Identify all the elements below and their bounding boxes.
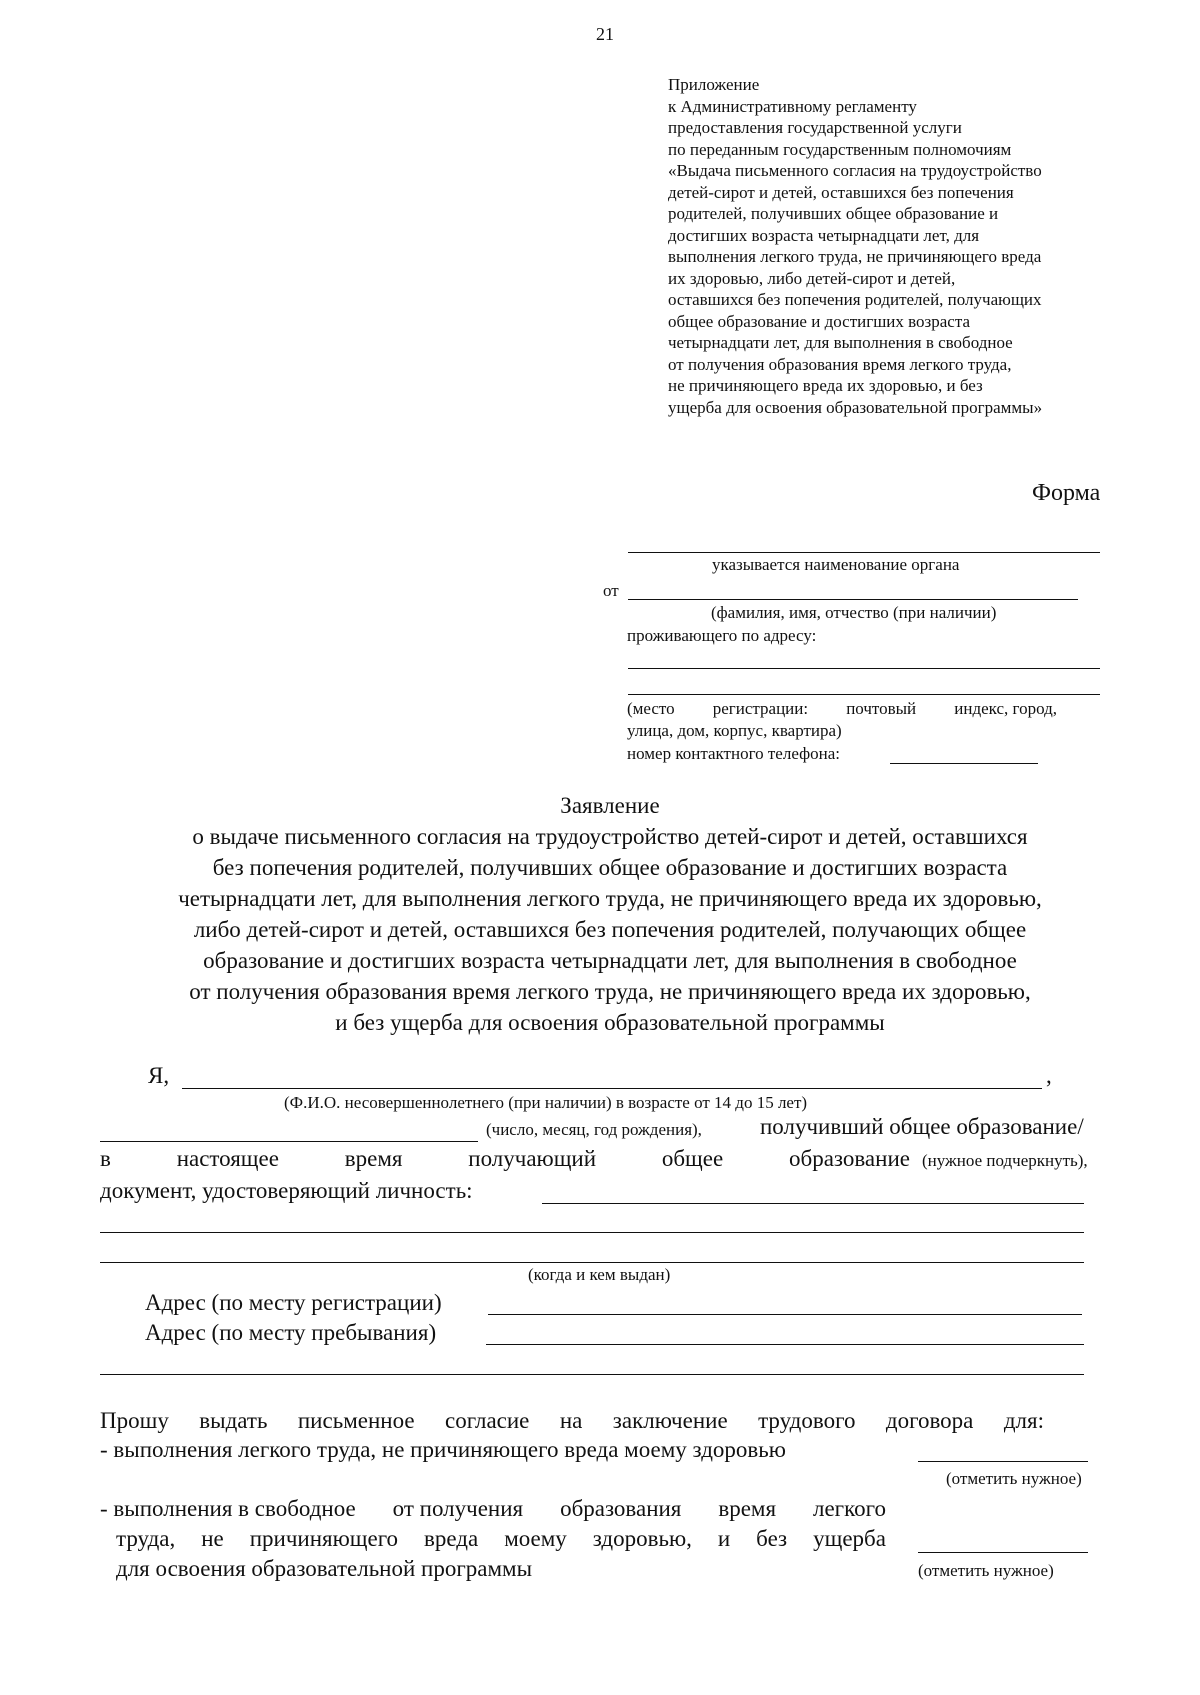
appendix-line: по переданным государственным полномочиям: [668, 139, 1012, 159]
id-doc-line-3[interactable]: [100, 1262, 1084, 1263]
title-line: образование и достигших возраста четырнадцати лет, для выполнения в свободное: [203, 948, 1017, 973]
option-2-word: вреда: [424, 1526, 479, 1551]
appendix-line: детей-сирот и детей, оставшихся без попечения: [668, 182, 1014, 202]
option-2-word: время: [718, 1496, 777, 1521]
request-intro-word: согласие: [445, 1408, 530, 1433]
address-extra-line[interactable]: [100, 1374, 1084, 1375]
phone-label: номер контактного телефона:: [627, 744, 840, 763]
option-2-word: без: [756, 1526, 788, 1551]
request-intro-word: заключение: [612, 1408, 728, 1433]
address-label: проживающего по адресу:: [627, 626, 817, 645]
option-2-word: труда,: [116, 1526, 176, 1551]
id-doc-line-2[interactable]: [100, 1232, 1084, 1233]
appendix-line: предоставления государственной услуги: [668, 118, 962, 137]
option-2-word: легкого: [812, 1496, 886, 1521]
appendix-line: четырнадцати лет, для выполнения в свободное: [668, 333, 1013, 352]
appendix-line: «Выдача письменного согласия на трудоустройство: [668, 161, 1042, 180]
appendix-line: их здоровью, либо детей-сирот и детей,: [668, 268, 956, 288]
title-line: либо детей-сирот и детей, оставшихся без попечения родителей, получающих общее: [193, 917, 1027, 942]
received-education: получивший общее образование/: [760, 1114, 1084, 1139]
form-label: Форма: [1032, 480, 1101, 506]
option-2-word: моему: [504, 1526, 567, 1551]
appendix-line: выполнения легкого труда, не причиняющего вреда: [668, 247, 1042, 266]
birth-date-line[interactable]: [100, 1141, 478, 1142]
address-registration-label: Адрес (по месту регистрации): [145, 1290, 442, 1315]
birth-hint: (число, месяц, год рождения),: [486, 1120, 702, 1139]
appendix-block: [668, 74, 1128, 418]
organ-name-line[interactable]: [628, 552, 1100, 553]
request-intro-word: Прошу: [100, 1408, 169, 1433]
option-2-word: не: [201, 1526, 224, 1551]
option-2-line3: для освоения образовательной программы: [116, 1556, 533, 1581]
option-2-word: образования: [560, 1496, 682, 1521]
fio-hint: (фамилия, имя, отчество (при наличии): [711, 603, 997, 622]
i-label: Я,: [148, 1063, 170, 1088]
issued-hint: (когда и кем выдан): [528, 1265, 671, 1284]
appendix-line: оставшихся без попечения родителей, получающих: [668, 290, 1042, 309]
appendix-line: Приложение: [668, 75, 760, 94]
title-line: без попечения родителей, получивших общее образование и достигших возраста: [212, 855, 1008, 880]
statement-heading: Заявление: [560, 793, 660, 818]
request-intro-word: для:: [1003, 1408, 1044, 1433]
option-2-word: причиняющего: [249, 1526, 399, 1551]
appendix-line: ущерба для освоения образовательной программы»: [668, 397, 1043, 417]
now-line-word: общее: [661, 1146, 724, 1171]
option-1: - выполнения легкого труда, не причиняющего вреда моему здоровью: [100, 1437, 786, 1462]
appendix-line: не причиняющего вреда их здоровью, и без: [668, 376, 983, 395]
registration-hint-line1: [627, 699, 1057, 719]
appendix-line: достигших возраста четырнадцати лет, для: [668, 225, 980, 245]
request-intro: [100, 1408, 1044, 1434]
appendix-line: родителей, получивших общее образование и: [668, 204, 999, 223]
address-registration-line[interactable]: [488, 1314, 1082, 1315]
mark-hint-1: (отметить нужное): [946, 1469, 1082, 1488]
title-line: от получения образования время легкого труда, не причиняющего вреда их здоровью,: [189, 979, 1031, 1004]
option-2-word: от получения: [392, 1496, 524, 1521]
appendix-line: к Административному регламенту: [668, 96, 917, 116]
now-line-word: в: [100, 1146, 111, 1171]
applicant-fio-line[interactable]: [628, 599, 1078, 600]
minor-fio-line[interactable]: [182, 1088, 1042, 1089]
title-line: четырнадцати лет, для выполнения легкого труда, не причиняющего вреда их здоровью,: [178, 886, 1042, 911]
appendix-line: от получения образования время легкого труда,: [668, 354, 1012, 374]
option-2-word: - выполнения в свободное: [100, 1496, 356, 1521]
address-stay-line[interactable]: [486, 1344, 1084, 1345]
organ-hint: указывается наименование органа: [712, 555, 960, 574]
now-line-word: образование: [789, 1146, 910, 1171]
title-line: о выдаче письменного согласия на трудоустройство детей-сирот и детей, оставшихся: [192, 824, 1028, 849]
request-intro-word: договора: [885, 1408, 974, 1433]
option-2-mark-line[interactable]: [918, 1552, 1088, 1553]
underline-hint: (нужное подчеркнуть),: [922, 1151, 1088, 1170]
id-doc-label: документ, удостоверяющий личность:: [100, 1178, 473, 1203]
option-2-line2: [116, 1526, 886, 1552]
page-number: 21: [596, 24, 614, 44]
option-2-word: и: [717, 1526, 731, 1551]
registration-hint-line2: улица, дом, корпус, квартира): [627, 721, 842, 740]
request-intro-word: на: [559, 1408, 583, 1433]
mark-hint-2: (отметить нужное): [918, 1561, 1054, 1580]
registration-hint-word: регистрации:: [712, 699, 809, 718]
request-intro-word: выдать: [199, 1408, 268, 1433]
address-stay-label: Адрес (по месту пребывания): [145, 1320, 437, 1345]
registration-hint-word: почтовый: [846, 699, 917, 718]
option-2-word: ущерба: [813, 1526, 886, 1551]
request-intro-word: трудового: [758, 1408, 856, 1433]
fio-minor-hint: (Ф.И.О. несовершеннолетнего (при наличии) в возрасте от 14 до 15 лет): [284, 1093, 808, 1112]
title-line: и без ущерба для освоения образовательной программы: [335, 1010, 885, 1035]
request-intro-word: письменное: [297, 1408, 415, 1433]
now-line-word: получающий: [468, 1146, 597, 1171]
id-doc-line[interactable]: [542, 1203, 1084, 1204]
now-line-word: время: [344, 1146, 403, 1171]
from-label: от: [603, 581, 619, 600]
address-line-2[interactable]: [628, 694, 1100, 695]
now-line-word: настоящее: [176, 1146, 279, 1171]
option-2-line1: [100, 1496, 886, 1522]
option-2-word: здоровью,: [592, 1526, 692, 1551]
phone-line[interactable]: [890, 763, 1038, 764]
registration-hint-word: (место: [627, 699, 675, 718]
now-line: [100, 1146, 910, 1172]
address-line-1[interactable]: [628, 668, 1100, 669]
comma: ,: [1046, 1063, 1052, 1088]
option-1-mark-line[interactable]: [918, 1461, 1088, 1462]
statement-title: [60, 821, 1160, 1038]
registration-hint-word: индекс, город,: [954, 699, 1057, 718]
appendix-line: общее образование и достигших возраста: [668, 311, 971, 331]
